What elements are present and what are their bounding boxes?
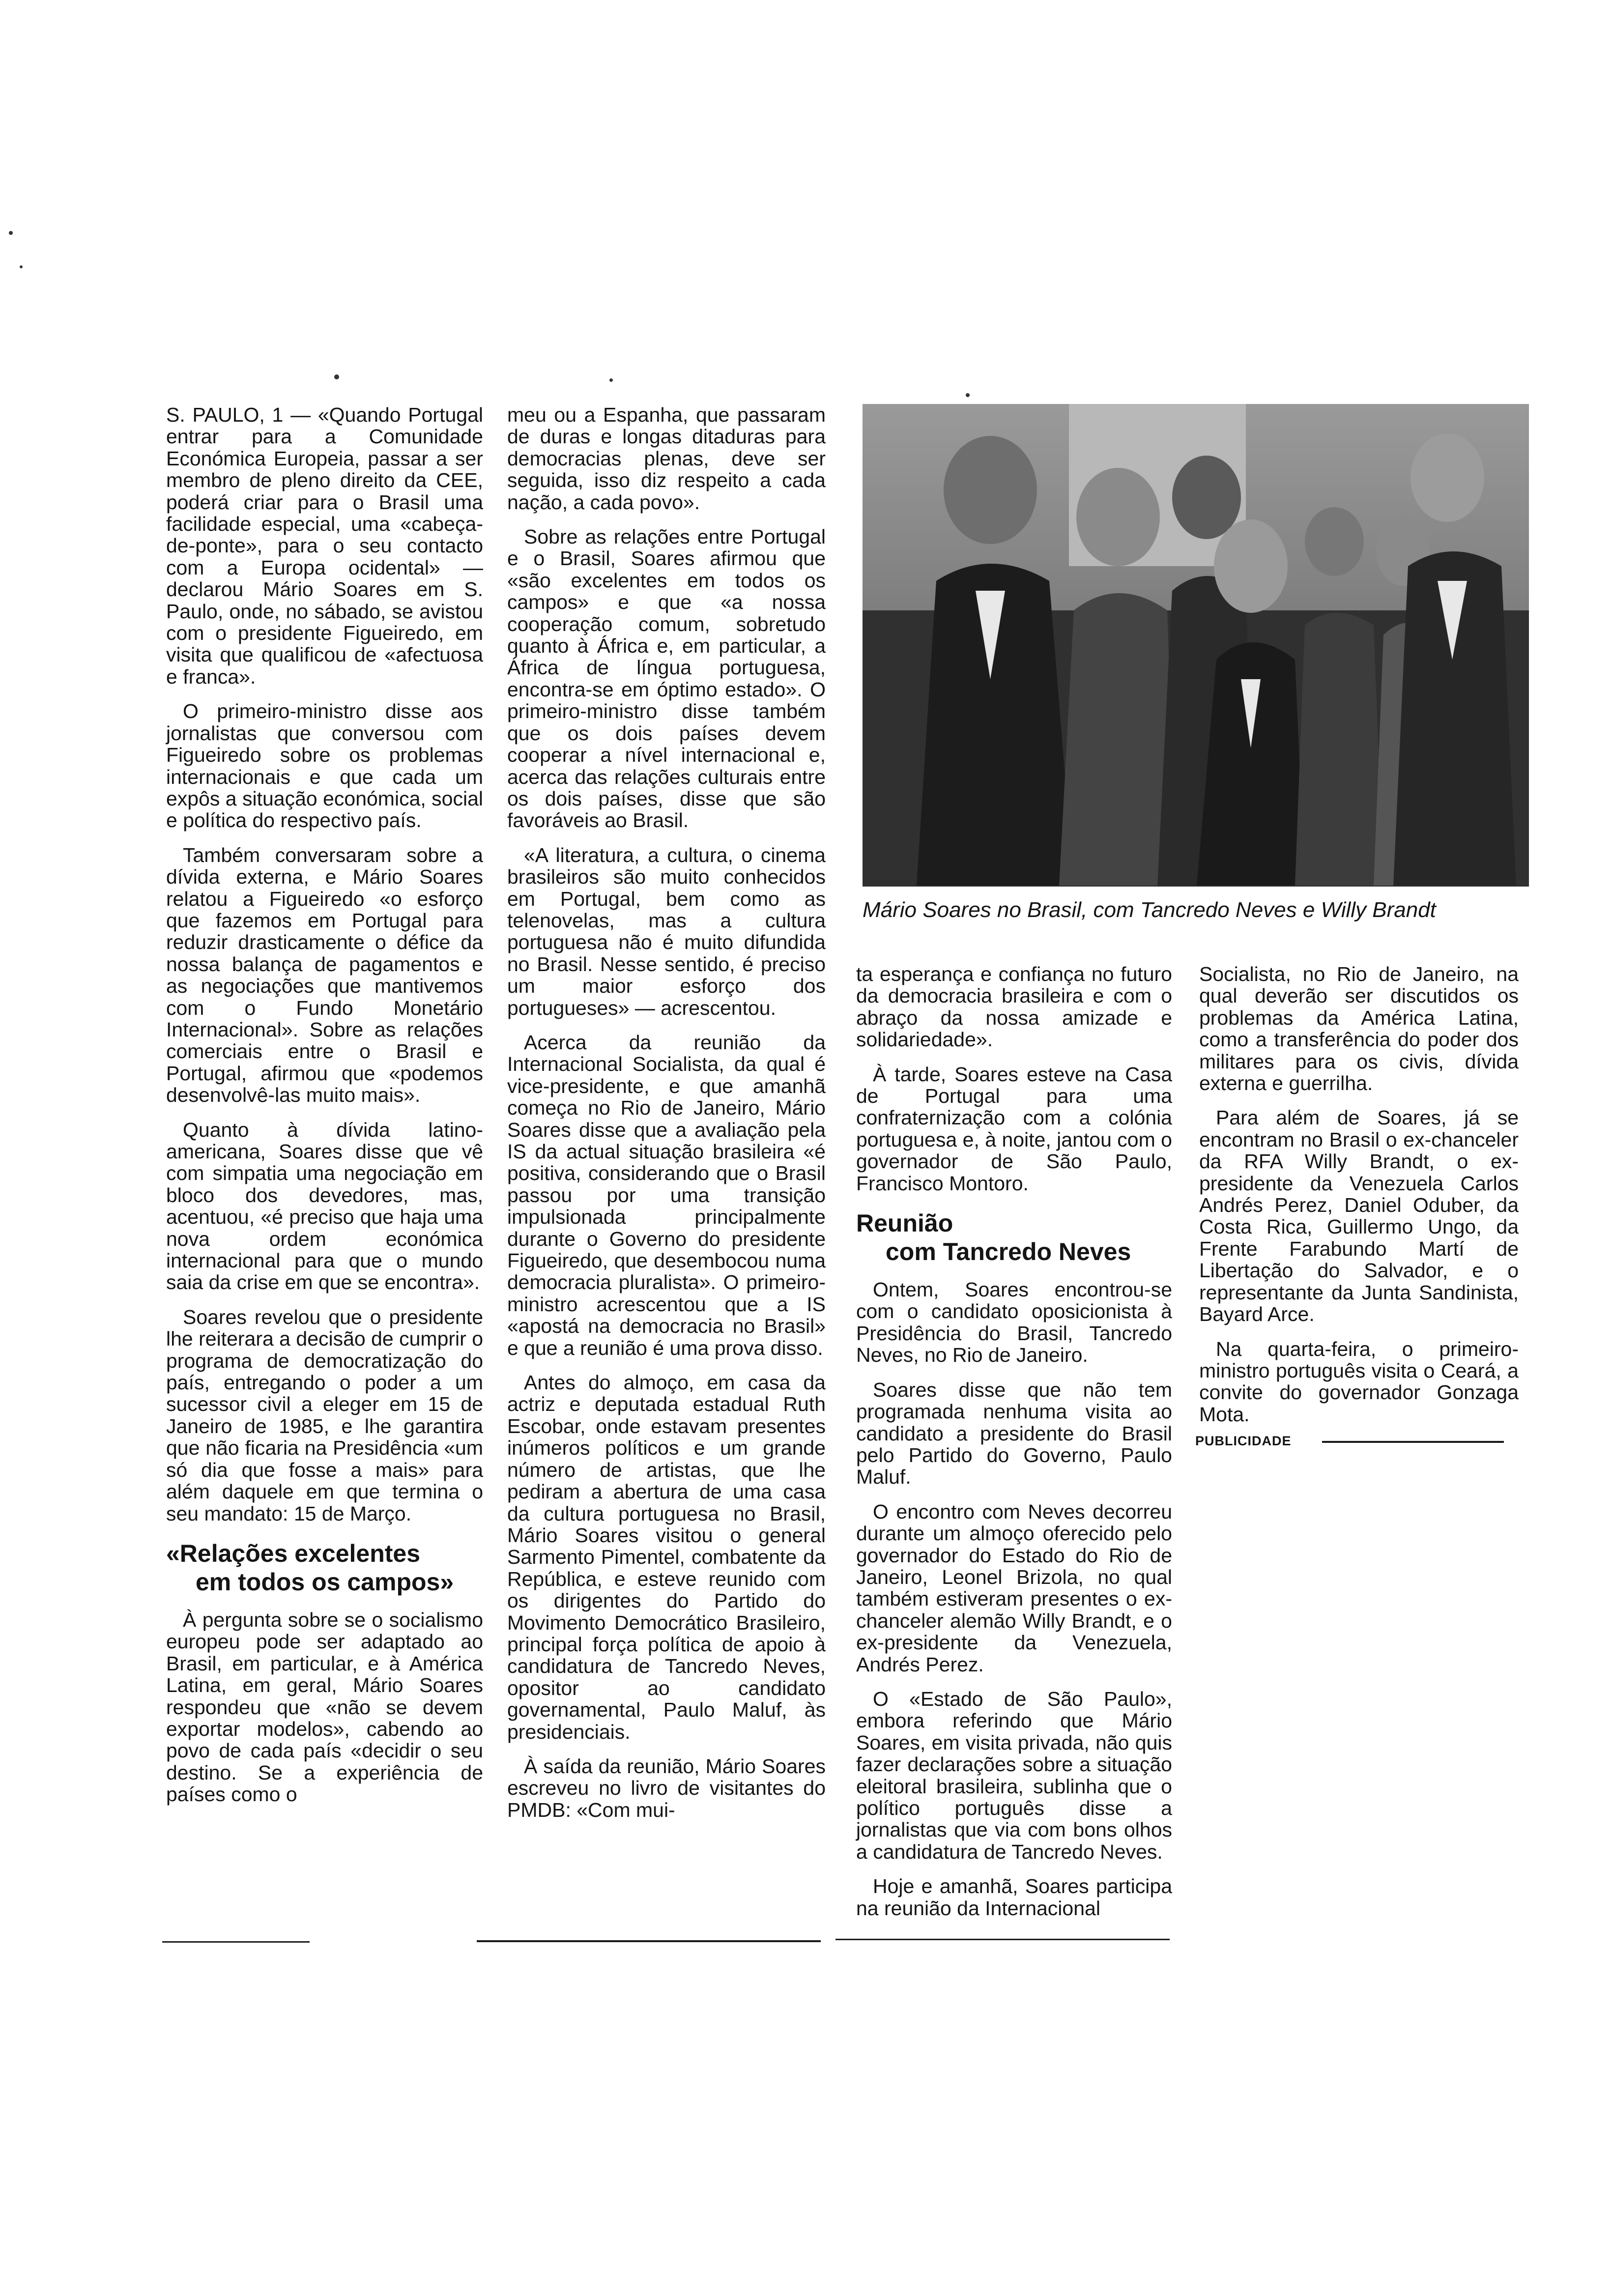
dateline-paragraph: S. PAULO, 1 — «Quando Portugal entrar para a Comunidade Económica Europeia, passar a ser membro de pleno direito da CEE, poderá criar para o Brasil uma facilidade especial, uma «cabeça-de-ponte», para o seu contacto com a Europa ocidental» — declarou Mário Soares em S. Paulo, onde, no sábado, se avistou com o presidente Figueiredo, em visita que qualificou de «afectuosa e franca». xyxy=(166,403,483,688)
publicidade-rule xyxy=(1322,1441,1504,1443)
column-bottom-rule xyxy=(162,1941,310,1943)
article-paragraph: meu ou a Espanha, que passaram de duras e longas ditaduras para democracias plenas, deve ser seguida, isso diz respeito a cada nação, a cada povo». xyxy=(507,403,826,514)
section-heading-line: com Tancredo Neves xyxy=(886,1238,1131,1266)
article-paragraph: O primeiro-ministro disse aos jornalistas que conversou com Figueiredo sobre os problemas internacionais e que cada um expôs a situação económica, social e política do respectivo país. xyxy=(166,700,483,832)
section-heading xyxy=(166,1539,483,1596)
section-heading-line: «Relações excelentes xyxy=(166,1539,421,1567)
article-paragraph: À tarde, Soares esteve na Casa de Portugal para uma confraternização com a colónia portuguesa e, à noite, jantou com o governador de São Paulo, Francisco Montoro. xyxy=(856,1062,1172,1195)
article-paragraph: «A literatura, a cultura, o cinema brasileiros são muito conhecidos em Portugal, bem como as telenovelas, mas a cultura portuguesa não é muito difundida no Brasil. Nesse sentido, é preciso um maior esforço dos portugueses» — acrescentou. xyxy=(507,843,826,1019)
section-heading-line: Reunião xyxy=(856,1209,953,1237)
news-photo xyxy=(863,404,1529,887)
scan-speck xyxy=(334,374,339,379)
photo-caption: Mário Soares no Brasil, com Tancredo Neves e Willy Brandt xyxy=(863,898,1436,922)
column-bottom-rule xyxy=(835,1939,1170,1940)
article-paragraph: À pergunta sobre se o socialismo europeu pode ser adaptado ao Brasil, em particular, e à América Latina, em geral, Mário Soares respondeu que «não se devem exportar modelos», cabendo ao povo de cada país «decidir o seu destino. Se a experiência de países como o xyxy=(166,1608,483,1806)
article-column-3 xyxy=(856,963,1172,1919)
article-paragraph: Socialista, no Rio de Janeiro, na qual deverão ser discutidos os problemas da América Latina, como a transferência do poder dos militares para os civis, dívida externa e guerrilha. xyxy=(1199,963,1519,1095)
article-paragraph: À saída da reunião, Mário Soares escreveu no livro de visitantes do PMDB: «Com mui- xyxy=(507,1754,826,1821)
article-paragraph: O encontro com Neves decorreu durante um almoço oferecido pelo governador do Estado do Rio de Janeiro, Leonel Brizola, no qual também estiveram presentes o ex-chanceler alemão Willy Brandt, e o ex-presidente da Venezuela, Andrés Perez. xyxy=(856,1500,1172,1676)
article-paragraph: Hoje e amanhã, Soares participa na reunião da Internacional xyxy=(856,1875,1172,1920)
article-paragraph: Para além de Soares, já se encontram no Brasil o ex-chanceler da RFA Willy Brandt, o ex-presidente da Venezuela Carlos Andrés Perez, Daniel Oduber, da Costa Rica, Guillermo Ungo, da Frente Farabundo Martí de Libertação do Salvador, e o representante da Junta Sandinista, Bayard Arce. xyxy=(1199,1106,1519,1326)
article-column-2 xyxy=(507,404,826,1821)
article-paragraph: Quanto à dívida latino-americana, Soares disse que vê com simpatia uma negociação em bloco dos devedores, mas, acentuou, «é preciso que haja uma nova ordem económica internacional para que o mundo saia da crise em que se encontra». xyxy=(166,1118,483,1294)
article-paragraph: Acerca da reunião da Internacional Socialista, da qual é vice-presidente, e que amanhã começa no Rio de Janeiro, Mário Soares disse que a avaliação pela IS da actual situação brasileira «é positiva, considerando que o Brasil passou por uma transição impulsionada principalmente durante o Governo do presidente Figueiredo, que desembocou numa democracia pluralista». O primeiro-ministro acrescentou que a IS «apostá na democracia no Brasil» e que a reunião é uma prova disso. xyxy=(507,1031,826,1359)
publicidade-label: PUBLICIDADE xyxy=(1195,1434,1292,1448)
article-paragraph: ta esperança e confiança no futuro da democracia brasileira e com o abraço da nossa amizade e solidariedade». xyxy=(856,963,1172,1051)
article-paragraph: Antes do almoço, em casa da actriz e deputada estadual Ruth Escobar, onde estavam presentes inúmeros políticos e um grande número de artistas, que lhe pediram a abertura de uma casa da cultura portuguesa no Brasil, Mário Soares visitou o general Sarmento Pimentel, combatente da República, e esteve reunido com os dirigentes do Partido do Movimento Democrático Brasileiro, principal força política de apoio à candidatura de Tancredo Neves, opositor ao candidato governamental, Paulo Maluf, às presidenciais. xyxy=(507,1371,826,1743)
scan-speck xyxy=(966,393,970,397)
section-heading xyxy=(856,1209,1172,1266)
scan-speck xyxy=(20,265,23,268)
column-bottom-rule xyxy=(477,1940,821,1942)
article-column-4 xyxy=(1199,963,1519,1425)
article-column-1 xyxy=(166,404,483,1806)
article-paragraph: Soares revelou que o presidente lhe reiterara a decisão de cumprir o programa de democratização do país, entregando o poder a um sucessor civil a eleger em 15 de Janeiro de 1985, e lhe garantira que não ficaria na Presidência «um só dia que fosse a mais» para além daquele em que termina o seu mandato: 15 de Março. xyxy=(166,1305,483,1525)
article-paragraph: Também conversaram sobre a dívida externa, e Mário Soares relatou a Figueiredo «o esforço que fazemos em Portugal para reduzir drasticamente o défice da nossa balança de pagamentos e as negociações que mantivemos com o Fundo Monetário Internacional». Sobre as relações comerciais entre o Brasil e Portugal, afirmou que «podemos desenvolvê-las muito mais». xyxy=(166,843,483,1107)
article-paragraph: Na quarta-feira, o primeiro-ministro português visita o Ceará, a convite do governador Gonzaga Mota. xyxy=(1199,1337,1519,1426)
scan-speck xyxy=(609,378,613,382)
article-paragraph: Sobre as relações entre Portugal e o Brasil, Soares afirmou que «são excelentes em todos os campos» e que «a nossa cooperação comum, sobretudo quanto à África e, em particular, a África de língua portuguesa, encontra-se em óptimo estado». O primeiro-ministro disse também que os dois países devem cooperar a nível internacional e, acerca das relações culturais entre os dois países, disse que são favoráveis ao Brasil. xyxy=(507,525,826,832)
article-paragraph: Ontem, Soares encontrou-se com o candidato oposicionista à Presidência do Brasil, Tancredo Neves, no Rio de Janeiro. xyxy=(856,1278,1172,1367)
article-paragraph: O «Estado de São Paulo», embora referindo que Mário Soares, em visita privada, não quis fazer declarações sobre a situação eleitoral brasileira, sublinha que o político português disse a jornalistas que via com bons olhos a candidatura de Tancredo Neves. xyxy=(856,1687,1172,1863)
photo-illustration xyxy=(863,404,1529,887)
scan-speck xyxy=(9,231,13,235)
section-heading-line: em todos os campos» xyxy=(196,1568,454,1596)
article-paragraph: Soares disse que não tem programada nenhuma visita ao candidato a presidente do Brasil pelo Partido do Governo, Paulo Maluf. xyxy=(856,1378,1172,1489)
